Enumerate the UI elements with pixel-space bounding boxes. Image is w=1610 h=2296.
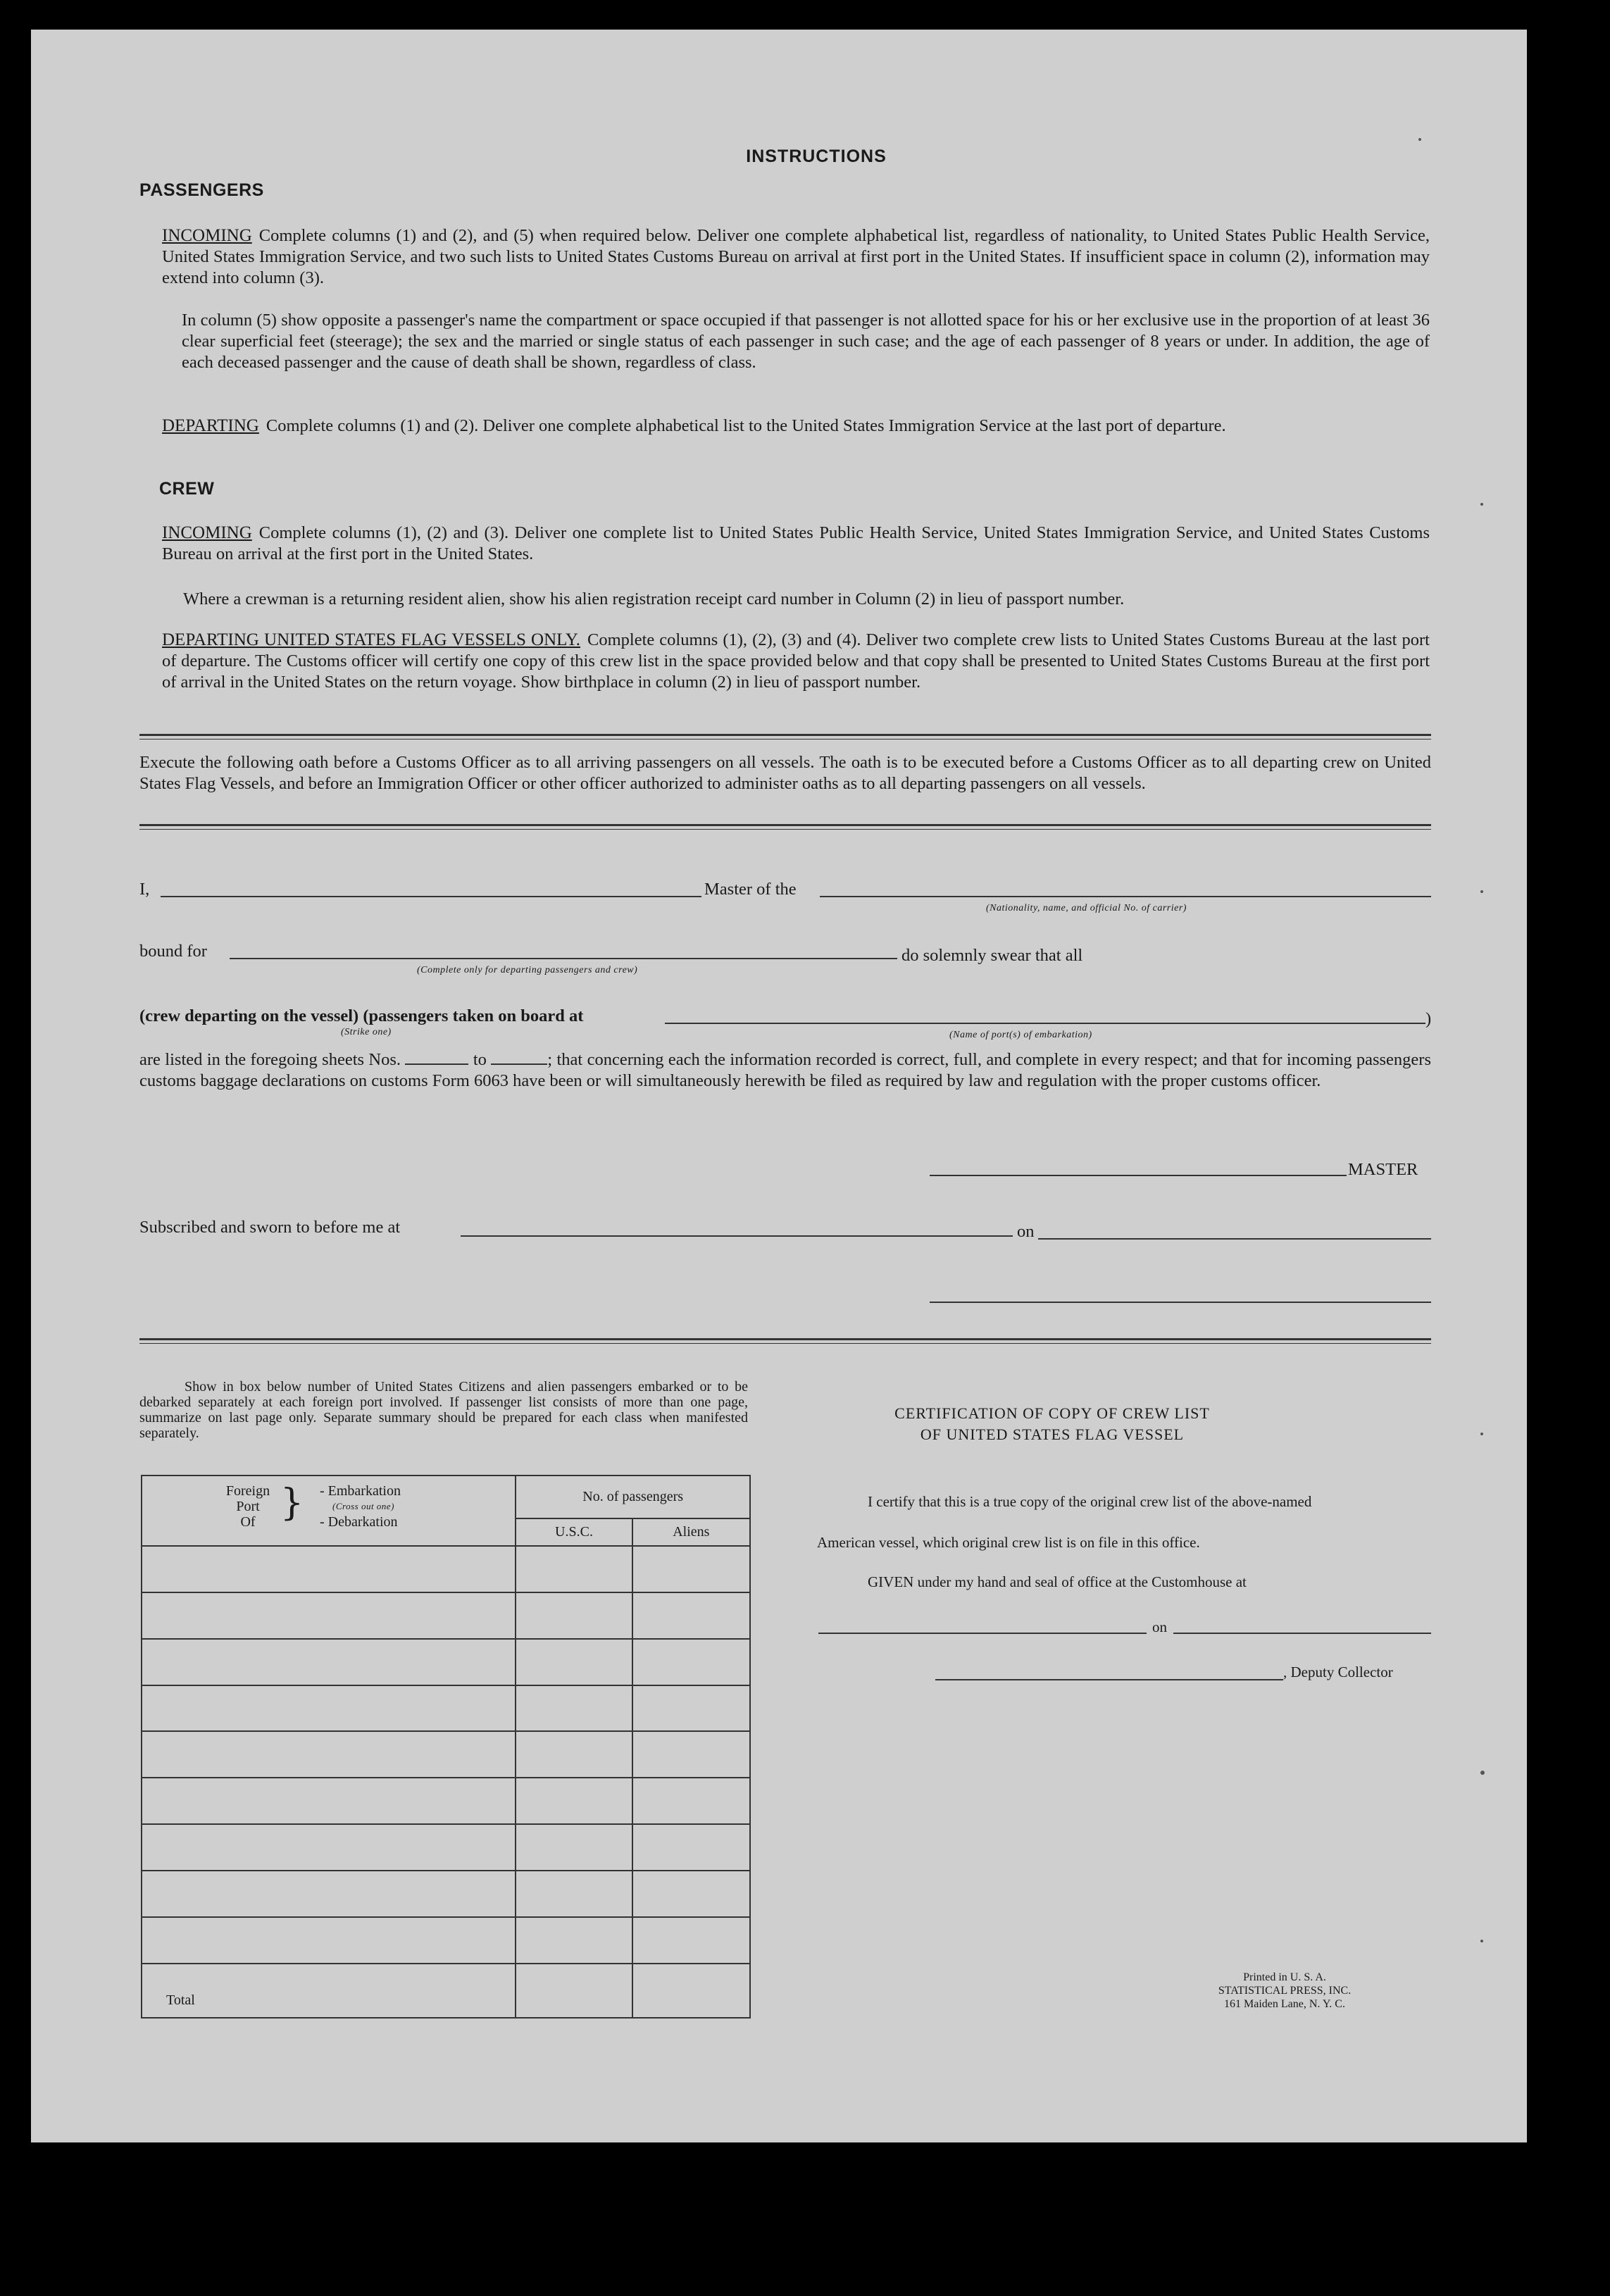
aliens-total-cell[interactable] bbox=[632, 1964, 750, 2018]
column5-paragraph: In column (5) show opposite a passenger's name the compartment or space occupied if that passenger is not allotted space for his or her exclusive use in the proportion of at least 36 clear superficial feet (steerage); the sex and the married or single status of each passenger in such case; and the age of each passenger of 8 years or under. In addition, the age of each deceased passenger and the cause of death shall be shown, regardless of class. bbox=[182, 311, 1430, 372]
customhouse-field[interactable] bbox=[818, 1633, 1147, 1634]
sheets-to-field[interactable] bbox=[491, 1049, 547, 1065]
port-cell[interactable] bbox=[142, 1592, 516, 1639]
passengers-departing-label: DEPARTING bbox=[162, 416, 259, 435]
deputy-signature-field[interactable] bbox=[935, 1679, 1283, 1680]
sheets-from-field[interactable] bbox=[405, 1049, 468, 1065]
master-of-the-label: Master of the bbox=[704, 880, 797, 899]
master-signature-field[interactable] bbox=[930, 1175, 1347, 1176]
listed-text-b: ; that concerning each the information recorded is correct, full, and complete in every respect; and that for incoming passengers customs baggage declarations on customs Form 6063 have been or will simultaneously herewith be filed as required by law and regulation with the proper customs officer. bbox=[139, 1050, 1431, 1090]
usc-cell[interactable] bbox=[516, 1592, 632, 1639]
aliens-header: Aliens bbox=[632, 1518, 750, 1546]
debarkation-label: - Debarkation bbox=[320, 1514, 398, 1530]
certify-line2: American vessel, which original crew list is on file in this office. bbox=[817, 1534, 1200, 1551]
embarkation-ports-field[interactable] bbox=[665, 1023, 1425, 1024]
table-row bbox=[142, 1778, 750, 1824]
port-cell[interactable] bbox=[142, 1778, 516, 1824]
port-header-cell bbox=[142, 1475, 516, 1546]
passengers-departing-paragraph bbox=[162, 416, 1430, 437]
crew-heading: CREW bbox=[159, 479, 215, 499]
port-cell[interactable] bbox=[142, 1546, 516, 1592]
of-label: Of bbox=[240, 1514, 256, 1530]
scan-speck bbox=[1480, 890, 1483, 893]
aliens-cell[interactable] bbox=[632, 1685, 750, 1732]
passengers-heading: PASSENGERS bbox=[139, 180, 264, 200]
crew-departing-text: Complete columns (1), (2), (3) and (4). Deliver two complete crew lists to United States Customs Bureau at the last port of departure. The Customs officer will certify one copy of this crew list in the space provided below and that copy shall be presented to United States Customs Bureau at the first port of arrival in the United States on the return voyage. Show birthplace in column (2) in lieu of passport number. bbox=[162, 630, 1430, 692]
port-cell[interactable] bbox=[142, 1871, 516, 1917]
scan-speck bbox=[1418, 138, 1421, 141]
section-divider bbox=[139, 734, 1431, 740]
foreign-label: Foreign bbox=[225, 1483, 270, 1499]
bound-for-field[interactable] bbox=[230, 958, 897, 959]
certification-heading bbox=[820, 1403, 1285, 1445]
bound-for-label: bound for bbox=[139, 942, 207, 961]
usc-header: U.S.C. bbox=[516, 1518, 632, 1546]
aliens-cell[interactable] bbox=[632, 1731, 750, 1778]
table-row bbox=[142, 1824, 750, 1871]
aliens-cell[interactable] bbox=[632, 1917, 750, 1964]
crew-departing-label: DEPARTING UNITED STATES FLAG VESSELS ONLY. bbox=[162, 630, 580, 649]
table-row bbox=[142, 1685, 750, 1732]
close-paren: ) bbox=[1425, 1009, 1432, 1028]
scan-speck bbox=[1480, 503, 1483, 506]
usc-total-cell[interactable] bbox=[516, 1964, 632, 2018]
aliens-cell[interactable] bbox=[632, 1824, 750, 1871]
no-of-passengers-header: No. of passengers bbox=[516, 1475, 750, 1518]
total-label: Total bbox=[142, 1964, 516, 2018]
oath-statement bbox=[139, 1049, 1431, 1092]
printer-line3: 161 Maiden Lane, N. Y. C. bbox=[1224, 1998, 1345, 2010]
scan-speck bbox=[1480, 1771, 1485, 1775]
oath-i-label: I, bbox=[139, 880, 150, 899]
officer-signature-field[interactable] bbox=[930, 1302, 1431, 1303]
usc-cell[interactable] bbox=[516, 1731, 632, 1778]
table-row bbox=[142, 1871, 750, 1917]
sworn-on-label: on bbox=[1017, 1222, 1035, 1241]
total-row bbox=[142, 1964, 750, 2018]
listed-text-a: are listed in the foregoing sheets Nos. bbox=[139, 1050, 401, 1069]
carrier-field[interactable] bbox=[820, 896, 1431, 897]
usc-cell[interactable] bbox=[516, 1871, 632, 1917]
printer-line1: Printed in U. S. A. bbox=[1243, 1971, 1326, 1983]
aliens-cell[interactable] bbox=[632, 1592, 750, 1639]
summary-instructions: Show in box below number of United States Citizens and alien passengers embarked or to be debarked separately at each foreign port involved. If passenger list consists of more than one page, summarize on last page only. Separate summary should be prepared for each class when manifested separately. bbox=[139, 1379, 748, 1441]
aliens-cell[interactable] bbox=[632, 1639, 750, 1685]
port-cell[interactable] bbox=[142, 1639, 516, 1685]
table-row bbox=[142, 1592, 750, 1639]
table-row bbox=[142, 1639, 750, 1685]
table-row bbox=[142, 1546, 750, 1592]
crew-resident-paragraph: Where a crewman is a returning resident alien, show his alien registration receipt card number in Column (2) in lieu of passport number. bbox=[183, 589, 1125, 609]
swear-text: do solemnly swear that all bbox=[901, 946, 1083, 965]
scan-speck bbox=[1480, 1433, 1483, 1435]
deputy-collector-label: , Deputy Collector bbox=[1283, 1664, 1393, 1680]
aliens-cell[interactable] bbox=[632, 1871, 750, 1917]
crew-departing-paragraph bbox=[162, 630, 1430, 693]
certification-heading-line2: OF UNITED STATES FLAG VESSEL bbox=[920, 1425, 1185, 1443]
port-cell[interactable] bbox=[142, 1685, 516, 1732]
aliens-cell[interactable] bbox=[632, 1546, 750, 1592]
passenger-summary-table bbox=[141, 1475, 751, 2019]
master-name-field[interactable] bbox=[161, 896, 701, 897]
crew-incoming-paragraph bbox=[162, 523, 1430, 565]
bound-caption: (Complete only for departing passengers and crew) bbox=[417, 965, 638, 975]
printer-line2: STATISTICAL PRESS, INC. bbox=[1218, 1985, 1352, 1997]
subscribed-label: Subscribed and sworn to before me at bbox=[139, 1218, 401, 1237]
usc-cell[interactable] bbox=[516, 1639, 632, 1685]
cross-out-caption: (Cross out one) bbox=[332, 1501, 394, 1511]
section-divider bbox=[139, 1338, 1431, 1344]
page-title: INSTRUCTIONS bbox=[746, 146, 887, 166]
port-cell[interactable] bbox=[142, 1824, 516, 1871]
scan-speck bbox=[1480, 1940, 1483, 1942]
aliens-cell[interactable] bbox=[632, 1778, 750, 1824]
cert-date-field[interactable] bbox=[1173, 1633, 1431, 1634]
carrier-caption: (Nationality, name, and official No. of carrier) bbox=[986, 903, 1187, 913]
table-row bbox=[142, 1917, 750, 1964]
crew-passengers-choice: (crew departing on the vessel) (passengers taken on board at bbox=[139, 1006, 584, 1025]
passengers-incoming-text: Complete columns (1) and (2), and (5) when required below. Deliver one complete alphabetical list, regardless of nationality, to United States Public Health Service, United States Immigration Service, and two such lists to United States Customs Bureau on arrival at first port in the United States. If insufficient space in column (2), information may extend into column (3). bbox=[162, 226, 1430, 287]
master-label: MASTER bbox=[1348, 1160, 1418, 1179]
brace-icon: } bbox=[280, 1482, 304, 1524]
printer-imprint bbox=[1179, 1971, 1390, 2011]
port-label: Port bbox=[236, 1499, 260, 1514]
sworn-date-field[interactable] bbox=[1038, 1238, 1431, 1240]
usc-cell[interactable] bbox=[516, 1778, 632, 1824]
certification-heading-line1: CERTIFICATION OF COPY OF CREW LIST bbox=[894, 1404, 1210, 1422]
embarkation-label: - Embarkation bbox=[320, 1483, 401, 1499]
usc-cell[interactable] bbox=[516, 1546, 632, 1592]
passengers-incoming-paragraph bbox=[162, 225, 1430, 289]
port-cell[interactable] bbox=[142, 1731, 516, 1778]
ports-caption: (Name of port(s) of embarkation) bbox=[949, 1030, 1092, 1040]
port-cell[interactable] bbox=[142, 1917, 516, 1964]
given-text: GIVEN under my hand and seal of office at the Customhouse at bbox=[868, 1573, 1247, 1590]
passengers-departing-text: Complete columns (1) and (2). Deliver one complete alphabetical list to the United States Immigration Service at the last port of departure. bbox=[266, 416, 1226, 435]
passengers-incoming-label: INCOMING bbox=[162, 226, 252, 245]
certify-line1: I certify that this is a true copy of the original crew list of the above-named bbox=[868, 1493, 1312, 1510]
usc-cell[interactable] bbox=[516, 1917, 632, 1964]
usc-cell[interactable] bbox=[516, 1824, 632, 1871]
table-row bbox=[142, 1731, 750, 1778]
crew-incoming-label: INCOMING bbox=[162, 523, 252, 542]
sworn-place-field[interactable] bbox=[461, 1235, 1013, 1237]
strike-caption: (Strike one) bbox=[341, 1027, 392, 1037]
listed-to: to bbox=[473, 1050, 487, 1069]
usc-cell[interactable] bbox=[516, 1685, 632, 1732]
crew-incoming-text: Complete columns (1), (2) and (3). Deliver one complete list to United States Public Health Service, United States Immigration Service, and United States Customs Bureau on arrival at the first port in the United States. bbox=[162, 523, 1430, 563]
cert-on-label: on bbox=[1152, 1618, 1167, 1635]
oath-instructions: Execute the following oath before a Customs Officer as to all arriving passengers on all vessels. The oath is to be executed before a Customs Officer as to all departing crew on United States Flag Vessels, and before an Immigration Officer or other officer authorized to administer oaths as to all departing passengers on all vessels. bbox=[139, 753, 1431, 793]
section-divider bbox=[139, 824, 1431, 830]
form-page bbox=[31, 30, 1527, 2142]
